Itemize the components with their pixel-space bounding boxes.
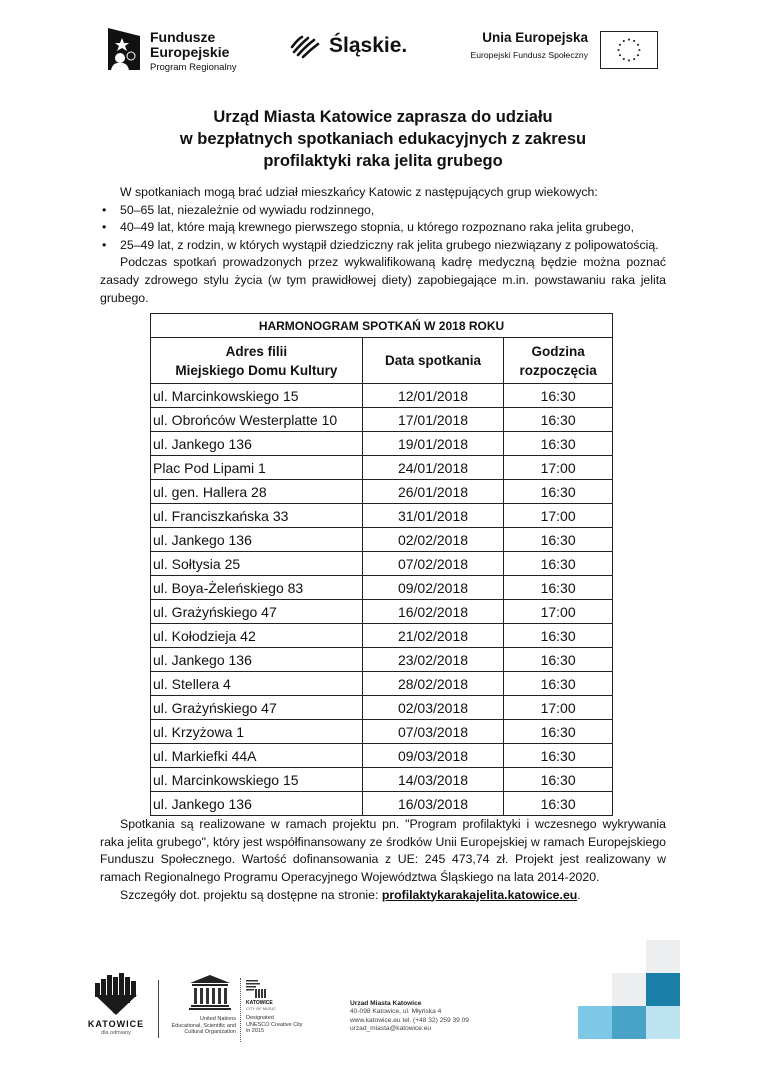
cell-time: 16:30 [504, 528, 613, 552]
cell-time: 16:30 [504, 408, 613, 432]
cell-address: ul. Jankego 136 [151, 792, 363, 816]
eu-star-icon [623, 40, 625, 42]
header-date: Data spotkania [362, 338, 503, 384]
eu-star-icon [619, 54, 621, 56]
cell-date: 16/03/2018 [362, 792, 503, 816]
table-row [151, 528, 613, 552]
cell-date: 09/03/2018 [362, 744, 503, 768]
office-web-phone: www.katowice.eu tel. (+48 32) 259 39 09 [350, 1016, 469, 1024]
eu-star-icon [637, 54, 639, 56]
table-row [151, 576, 613, 600]
creative-city-sub: CITY OF MUSIC [246, 1006, 276, 1011]
creative-city-logo [246, 980, 326, 1035]
block-bottom-right [646, 1006, 680, 1039]
table-row [151, 792, 613, 816]
slaskie-name: Śląskie. [329, 34, 408, 57]
office-address [350, 1000, 469, 1033]
cell-time: 16:30 [504, 552, 613, 576]
header-address: Adres filii Miejskiego Domu Kultury [151, 338, 363, 384]
fundusze-europejskie-logo [108, 28, 237, 73]
list-item: • 50–65 lat, niezależnie od wywiadu rodzinnego, [100, 202, 666, 220]
cell-time: 16:30 [504, 480, 613, 504]
block-bottom-mid [612, 1006, 646, 1039]
schedule-table [150, 313, 613, 816]
cell-address: ul. Krzyżowa 1 [151, 720, 363, 744]
cell-date: 14/03/2018 [362, 768, 503, 792]
table-caption: HARMONOGRAM SPOTKAŃ W 2018 ROKU [151, 314, 613, 338]
table-row [151, 432, 613, 456]
title-line3: profilaktyki raka jelita grubego [263, 152, 503, 170]
table-row [151, 504, 613, 528]
katowice-tagline: dla odmiany [101, 1030, 131, 1036]
table-row [151, 768, 613, 792]
bullet-icon: • [102, 202, 107, 217]
eu-star-icon [628, 39, 630, 41]
cell-time: 17:00 [504, 600, 613, 624]
cell-address: ul. Kołodzieja 42 [151, 624, 363, 648]
office-street: 40-098 Katowice, ul. Młyńska 4 [350, 1008, 442, 1016]
cell-time: 16:30 [504, 720, 613, 744]
cell-address: ul. Franciszkańska 33 [151, 504, 363, 528]
cell-time: 16:30 [504, 432, 613, 456]
eu-star-icon [623, 58, 625, 60]
eu-star-icon [638, 49, 640, 51]
creative-city-name: KATOWICE [246, 1000, 273, 1006]
table-row [151, 480, 613, 504]
cell-date: 21/02/2018 [362, 624, 503, 648]
table-row [151, 696, 613, 720]
cell-address: ul. Grażyńskiego 47 [151, 696, 363, 720]
cell-address: ul. Grażyńskiego 47 [151, 600, 363, 624]
unesco-logo [164, 975, 236, 1036]
cell-time: 16:30 [504, 624, 613, 648]
cell-date: 07/03/2018 [362, 720, 503, 744]
decorative-blocks [578, 940, 680, 1040]
table-row [151, 648, 613, 672]
header-time: Godzina rozpoczęcia [504, 338, 613, 384]
title-line1: Urząd Miasta Katowice zaprasza do udziału [213, 108, 553, 126]
ue-line1: Unia Europejska [482, 30, 588, 45]
block-mid-left [612, 973, 646, 1006]
ue-line2: Europejski Fundusz Społeczny [470, 50, 588, 60]
city-of-music-icon [246, 980, 268, 998]
table-row [151, 408, 613, 432]
cell-address: ul. Marcinkowskiego 15 [151, 384, 363, 408]
cell-date: 31/01/2018 [362, 504, 503, 528]
block-top [646, 940, 680, 973]
title-line2: w bezpłatnych spotkaniach edukacyjnych z zakresu [179, 130, 587, 148]
bullet-icon: • [102, 220, 107, 235]
cell-date: 19/01/2018 [362, 432, 503, 456]
eu-flag-icon [600, 31, 658, 69]
office-email: urzad_miasta@katowice.eu [350, 1024, 432, 1032]
cell-date: 07/02/2018 [362, 552, 503, 576]
cell-address: ul. Jankego 136 [151, 528, 363, 552]
table-row [151, 456, 613, 480]
cell-date: 09/02/2018 [362, 576, 503, 600]
meetings-description: Podczas spotkań prowadzonych przez wykwalifikowaną kadrę medyczną będzie można poznać zasady zdrowego stylu życia (w tym prawidłowej diety) zapobiegające m.in. powstawaniu raka jelita grubego. [100, 255, 666, 305]
slaskie-wave-icon [290, 33, 320, 59]
cell-date: 26/01/2018 [362, 480, 503, 504]
cell-date: 17/01/2018 [362, 408, 503, 432]
cell-date: 28/02/2018 [362, 672, 503, 696]
cell-time: 16:30 [504, 648, 613, 672]
footer-dotted-divider [240, 978, 241, 1042]
cell-time: 16:30 [504, 768, 613, 792]
cell-time: 16:30 [504, 744, 613, 768]
table-row [151, 384, 613, 408]
creative-city-caption: Designated UNESCO Creative City in 2015 [246, 1015, 303, 1034]
cell-date: 23/02/2018 [362, 648, 503, 672]
cell-address: ul. Markiefki 44A [151, 744, 363, 768]
cell-address: ul. Jankego 136 [151, 432, 363, 456]
slaskie-logo [290, 33, 407, 59]
cell-time: 17:00 [504, 456, 613, 480]
cell-time: 16:30 [504, 672, 613, 696]
table-row [151, 672, 613, 696]
eu-star-icon [628, 59, 630, 61]
fundusze-line3: Program Regionalny [150, 62, 237, 73]
cell-address: ul. Stellera 4 [151, 672, 363, 696]
eu-star-icon [618, 49, 620, 51]
fundusze-europejskie-emblem-icon [108, 28, 140, 70]
page-title [100, 106, 666, 172]
table-row [151, 744, 613, 768]
block-mid-right [646, 973, 680, 1006]
cell-address: ul. Obrońców Westerplatte 10 [151, 408, 363, 432]
cell-date: 12/01/2018 [362, 384, 503, 408]
bullet-icon: • [102, 237, 107, 252]
age-group-list [100, 202, 666, 255]
office-name: Urzad Miasta Katowice [350, 1000, 422, 1007]
intro-text: W spotkaniach mogą brać udział mieszkańcy Katowic z następujących grup wiekowych: [120, 185, 598, 199]
block-bottom-left [578, 1006, 612, 1039]
cell-date: 24/01/2018 [362, 456, 503, 480]
cell-address: ul. Boya-Żeleńskiego 83 [151, 576, 363, 600]
list-item: • 25–49 lat, z rodzin, w których wystąpił dziedziczny rak jelita grubego niezwiązany z polipowatością. [100, 237, 666, 255]
eu-star-icon [637, 44, 639, 46]
eu-star-icon [633, 58, 635, 60]
katowice-heart-icon [93, 973, 139, 1015]
eu-star-icon [633, 40, 635, 42]
cell-date: 02/02/2018 [362, 528, 503, 552]
table-row [151, 720, 613, 744]
cell-time: 16:30 [504, 576, 613, 600]
cell-address: ul. Jankego 136 [151, 648, 363, 672]
table-row [151, 624, 613, 648]
fundusze-line2: Europejskie [150, 44, 230, 60]
cell-time: 17:00 [504, 504, 613, 528]
cell-address: Plac Pod Lipami 1 [151, 456, 363, 480]
funding-text: Spotkania są realizowane w ramach projektu pn. "Program profilaktyki i wczesnego wykrywania raka jelita grubego", który jest współfinansowany ze środków Unii Europejskiej w ramach Europejskiego Funduszu Społecznego. Wartość dofinansowania z UE: 245 473,74 zł. Projekt jest realizowany w ramach Regionalnego Programu Operacyjnego Województwa Śląskiego na lata 2014-2020. [100, 817, 666, 884]
unesco-caption: United Nations Educational, Scientific and Cultural Organization [171, 1016, 236, 1035]
table-row [151, 552, 613, 576]
footer-divider [158, 980, 159, 1038]
list-item: • 40–49 lat, które mają krewnego pierwszego stopnia, u którego rozpoznano raka jelita grubego, [100, 219, 666, 237]
project-website-link[interactable]: profilaktykarakajelita.katowice.eu [381, 887, 578, 902]
cell-date: 16/02/2018 [362, 600, 503, 624]
cell-time: 17:00 [504, 696, 613, 720]
cell-date: 02/03/2018 [362, 696, 503, 720]
eu-star-icon [619, 44, 621, 46]
cell-time: 16:30 [504, 384, 613, 408]
main-content [100, 106, 666, 904]
cell-address: ul. Sołtysia 25 [151, 552, 363, 576]
fundusze-line1: Fundusze [150, 29, 216, 45]
table-row [151, 600, 613, 624]
katowice-name: KATOWICE [87, 1019, 145, 1029]
cell-time: 16:30 [504, 792, 613, 816]
unesco-temple-icon [188, 975, 232, 1011]
cell-address: ul. gen. Hallera 28 [151, 480, 363, 504]
unia-europejska-logo-text [440, 30, 588, 60]
cell-address: ul. Marcinkowskiego 15 [151, 768, 363, 792]
katowice-logo [86, 973, 146, 1036]
details-text: Szczegóły dot. projektu są dostępne na stronie: profilaktykarakajelita.katowice.eu. [120, 887, 581, 902]
